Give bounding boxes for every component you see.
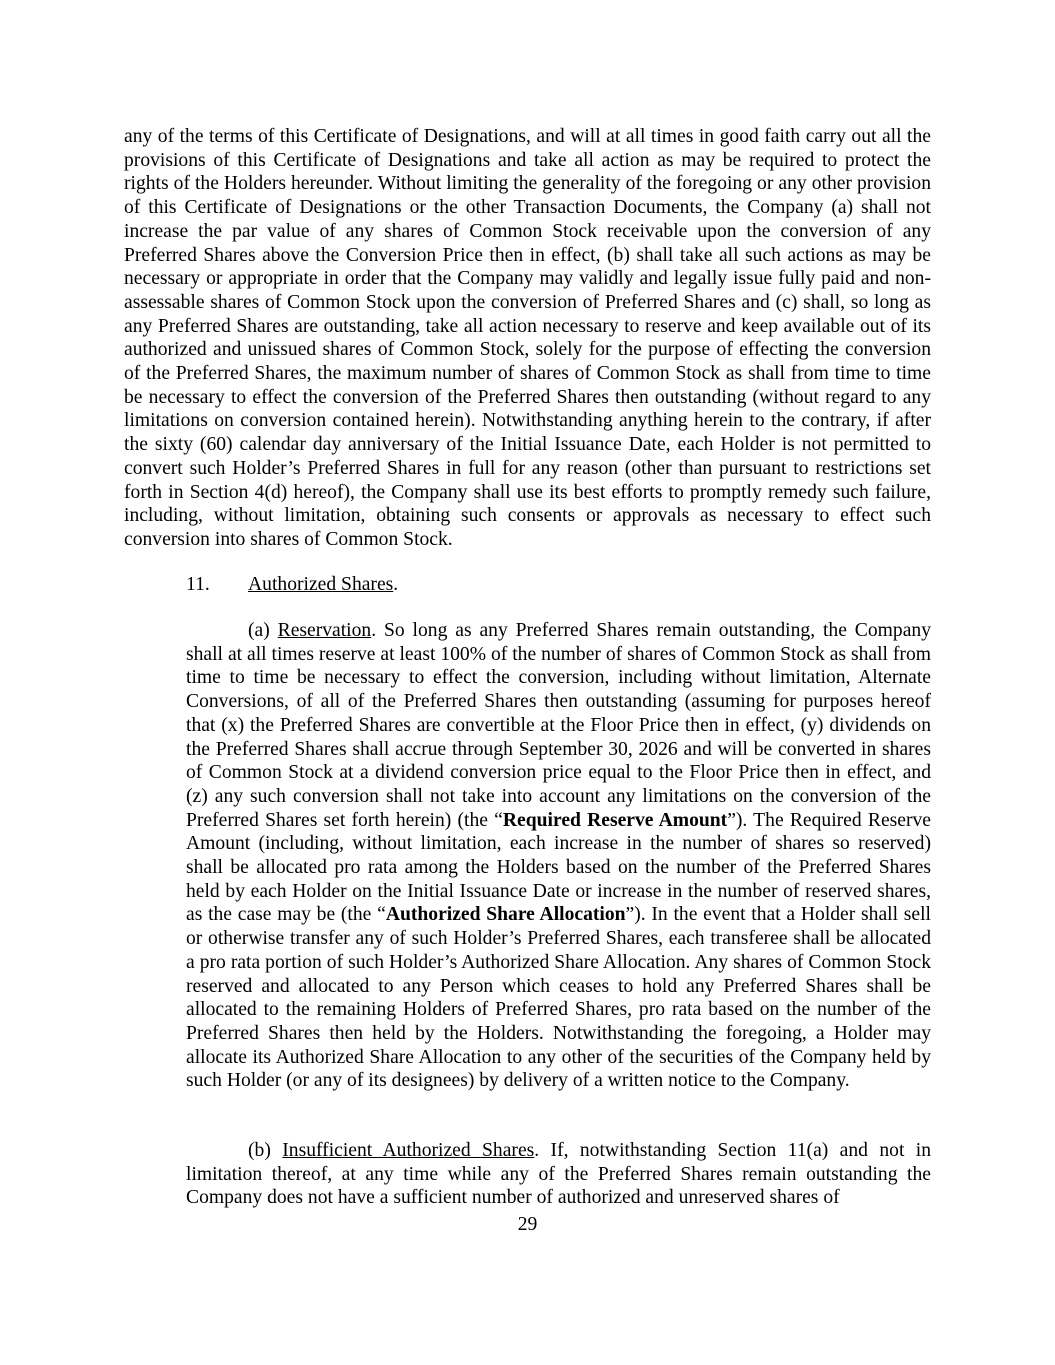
subsection-b-text-1: . If, notwithstanding Section 11(a) and not in limitation thereof, at any time while any of the Preferred Shares remain outstanding the Company does not have a sufficient number of authorized and unreserved shares of [186,1140,932,1209]
subsection-a-label: (a) [248,620,270,641]
defined-term-authorized-share-allocation: Authorized Share Allocation [385,904,626,926]
defined-term-required-reserve-amount: Required Reserve Amount [502,809,728,831]
subsection-b-label: (b) [248,1140,271,1161]
subsection-a-title: Reservation [277,620,372,641]
subsection-b-title: Insufficient Authorized Shares [282,1140,535,1161]
subsection-a-paragraph [186,619,931,1093]
subsection-b-paragraph [186,1139,931,1210]
subsection-a-text-2: ”). The Required Reserve Amount (including, without limitation, each increase in the number of shares so reserved) shall be allocated pro rata among the Holders based on the number of the Preferred Shares held by each Holder on the Initial Issuance Date or increase in the number of reserved shares, as the case may be (the “ [186,809,931,926]
section-number: 11. [186,574,210,595]
section-title-suffix: . [393,574,399,595]
subsection-a-text-3: ”). In the event that a Holder shall sell or otherwise transfer any of such Holder’s Preferred Shares, each transferee shall be allocated a pro rata portion of such Holder’s Authorized Share Allocation. Any shares of Common Stock reserved and allocated to any Person which ceases to hold any Preferred Shares shall be allocated to the remaining Holders of Preferred Shares, pro rata based on the number of the Preferred Shares then held by the Holders. Notwithstanding the foregoing, a Holder may allocate its Authorized Share Allocation to any other of the securities of the Company held by such Holder (or any of its designees) by delivery of a written notice to the Company. [186,904,931,1092]
section-heading [186,573,398,597]
subsection-a-text-1: . So long as any Preferred Shares remain outstanding, the Company shall at all times reserve at least 100% of the number of shares of Common Stock as shall from time to time be necessary to effect the conversion, including without limitation, Alternate Conversions, of all of the Preferred Shares then outstanding (assuming for purposes hereof that (x) the Preferred Shares are convertible at the Floor Price then in effect, (y) dividends on the Preferred Shares shall accrue through September 30, 2026 and will be converted in shares of Common Stock at a dividend conversion price equal to the Floor Price then in effect, and (z) any such conversion shall not take into account any limitations on the conversion of the Preferred Shares set forth herein) (the “ [186,620,931,831]
page-number: 29 [517,1214,538,1235]
intro-paragraph: any of the terms of this Certificate of Designations, and will at all times in good faith carry out all the provisions of this Certificate of Designations and take all action as may be required to protect the rights of the Holders hereunder. Without limiting the generality of the foregoing or any other provision of this Certificate of Designations or the other Transaction Documents, the Company (a) shall not increase the par value of any shares of Common Stock receivable upon the conversion of any Preferred Shares above the Conversion Price then in effect, (b) shall take all such actions as may be necessary or appropriate in order that the Company may validly and legally issue fully paid and non-assessable shares of Common Stock upon the conversion of Preferred Shares and (c) shall, so long as any Preferred Shares are outstanding, take all action necessary to reserve and keep available out of its authorized and unissued shares of Common Stock, solely for the purpose of effecting the conversion of the Preferred Shares, the maximum number of shares of Common Stock as shall from time to time be necessary to effect the conversion of the Preferred Shares then outstanding (without regard to any limitations on conversion contained herein). Notwithstanding anything herein to the contrary, if after the sixty (60) calendar day anniversary of the Initial Issuance Date, each Holder is not permitted to convert such Holder’s Preferred Shares in full for any reason (other than pursuant to restrictions set forth in Section 4(d) hereof), the Company shall use its best efforts to promptly remedy such failure, including, without limitation, obtaining such consents or approvals as necessary to effect such conversion into shares of Common Stock. [124,126,931,550]
section-title: Authorized Shares [248,574,394,595]
